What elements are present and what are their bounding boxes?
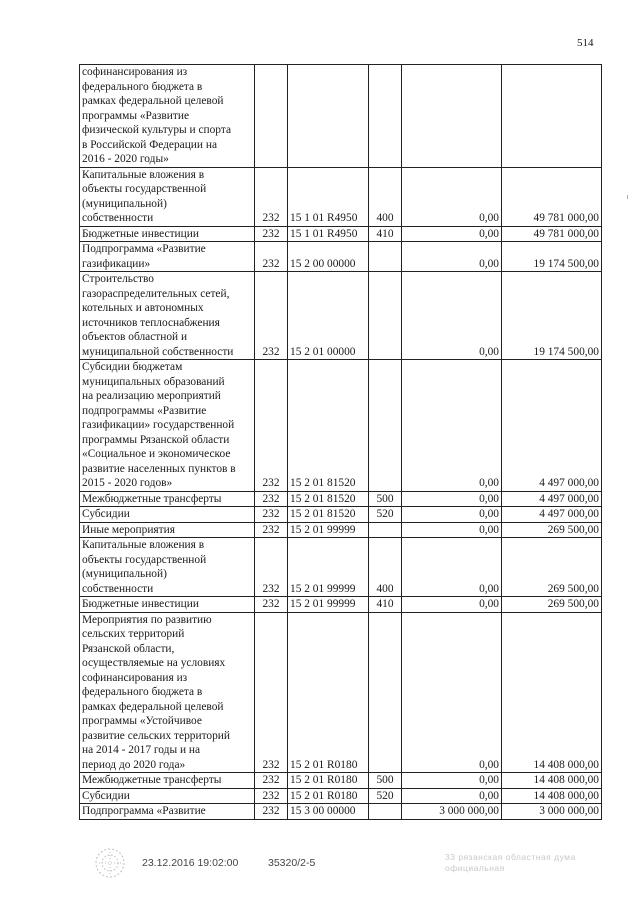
item-name-line: Субсидии xyxy=(82,789,130,802)
table-row xyxy=(80,360,602,492)
watermark-line-1: 33 рязанская областная дума xyxy=(445,852,576,862)
item-name-line: «Социальное и экономическое xyxy=(82,448,231,460)
item-name-line: в Российской Федерации на xyxy=(82,138,218,151)
cell-item-name xyxy=(80,167,255,226)
item-name-line: софинансирования из xyxy=(82,66,188,78)
table-row xyxy=(80,522,602,538)
table-row xyxy=(80,226,602,242)
cell-expense-type: 500 xyxy=(369,491,402,507)
cell-item-name xyxy=(80,612,255,773)
cell-department: 232 xyxy=(255,522,288,538)
item-name-line: газификации» xyxy=(82,257,151,270)
cell-item-name xyxy=(80,491,255,507)
cell-amount-change: 0,00 xyxy=(402,788,502,804)
cell-amount-total: 49 781 000,00 xyxy=(502,167,602,226)
item-name-line: (муниципальной) xyxy=(82,197,167,210)
item-name-line: программы «Устойчивое xyxy=(82,715,202,727)
cell-item-name xyxy=(80,788,255,804)
cell-target-code: 15 2 01 81520 xyxy=(288,491,369,507)
table-row xyxy=(80,507,602,523)
cell-department: 232 xyxy=(255,538,288,597)
item-name-line: Подпрограмма «Развитие xyxy=(82,805,206,817)
cell-expense-type xyxy=(369,65,402,168)
item-name-line: Капитальные вложения в xyxy=(82,539,205,551)
cell-expense-type: 520 xyxy=(369,788,402,804)
table-body xyxy=(80,65,602,820)
item-name-line: источников теплоснабжения xyxy=(82,316,220,329)
item-name-line: объекты государственной xyxy=(82,183,207,195)
cell-department: 232 xyxy=(255,612,288,773)
item-name-line: рамках федеральной целевой xyxy=(82,95,224,107)
item-name-line: 2016 - 2020 годы» xyxy=(82,153,169,165)
cell-department: 232 xyxy=(255,597,288,613)
cell-amount-total: 4 497 000,00 xyxy=(502,360,602,492)
cell-target-code: 15 2 01 R0180 xyxy=(288,773,369,789)
item-name-line: собственности xyxy=(82,582,154,595)
cell-amount-change: 0,00 xyxy=(402,226,502,242)
table-row xyxy=(80,242,602,272)
cell-amount-total: 269 500,00 xyxy=(502,538,602,597)
item-name-line: (муниципальной) xyxy=(82,568,167,580)
cell-amount-change: 0,00 xyxy=(402,773,502,789)
cell-item-name xyxy=(80,538,255,597)
table-row xyxy=(80,167,602,226)
cell-department: 232 xyxy=(255,360,288,492)
cell-department: 232 xyxy=(255,804,288,820)
cell-amount-change: 3 000 000,00 xyxy=(402,804,502,820)
item-name-line: муниципальной собственности xyxy=(82,345,234,358)
item-name-line: объектов областной и xyxy=(82,331,188,343)
cell-item-name xyxy=(80,242,255,272)
item-name-line: Строительство xyxy=(82,273,154,285)
cell-amount-total: 4 497 000,00 xyxy=(502,491,602,507)
item-name-line: Межбюджетные трансферты xyxy=(82,492,222,505)
table-row xyxy=(80,612,602,773)
cell-amount-change: 0,00 xyxy=(402,538,502,597)
cell-amount-change: 0,00 xyxy=(402,242,502,272)
cell-item-name xyxy=(80,65,255,168)
cell-amount-total: 14 408 000,00 xyxy=(502,612,602,773)
cell-item-name xyxy=(80,522,255,538)
item-name-line: 2015 - 2020 годов» xyxy=(82,477,173,489)
cell-target-code xyxy=(288,65,369,168)
cell-amount-total: 49 781 000,00 xyxy=(502,226,602,242)
cell-amount-change xyxy=(402,65,502,168)
cell-amount-change: 0,00 xyxy=(402,491,502,507)
cell-department: 232 xyxy=(255,507,288,523)
cell-item-name xyxy=(80,507,255,523)
item-name-line: котельных и автономных xyxy=(82,302,204,314)
cell-amount-total: 269 500,00 xyxy=(502,522,602,538)
cell-target-code: 15 3 00 00000 xyxy=(288,804,369,820)
cell-item-name xyxy=(80,804,255,820)
item-name-line: Бюджетные инвестиции xyxy=(82,227,199,240)
cell-department: 232 xyxy=(255,226,288,242)
table-row xyxy=(80,788,602,804)
item-name-line: Бюджетные инвестиции xyxy=(82,598,199,610)
item-name-line: физической культуры и спорта xyxy=(82,124,232,136)
cell-expense-type: 520 xyxy=(369,507,402,523)
item-name-line: программы Рязанской области xyxy=(82,433,230,446)
cell-expense-type xyxy=(369,272,402,360)
cell-target-code: 15 2 01 99999 xyxy=(288,597,369,613)
cell-target-code: 15 2 01 R0180 xyxy=(288,612,369,773)
item-name-line: Иные мероприятия xyxy=(82,523,175,536)
item-name-line: Рязанской области, xyxy=(82,642,175,655)
item-name-line: программы «Развитие xyxy=(82,109,190,122)
cell-amount-total: 14 408 000,00 xyxy=(502,773,602,789)
item-name-line: федерального бюджета в xyxy=(82,80,203,93)
cell-expense-type: 410 xyxy=(369,226,402,242)
cell-expense-type xyxy=(369,242,402,272)
item-name-line: развитие сельских территорий xyxy=(82,729,230,742)
cell-item-name xyxy=(80,773,255,789)
cell-amount-total: 4 497 000,00 xyxy=(502,507,602,523)
cell-amount-change: 0,00 xyxy=(402,507,502,523)
budget-table xyxy=(79,64,602,820)
table-row xyxy=(80,65,602,168)
cell-target-code: 15 2 01 99999 xyxy=(288,538,369,597)
cell-amount-change: 0,00 xyxy=(402,597,502,613)
item-name-line: сельских территорий xyxy=(82,628,185,640)
cell-expense-type xyxy=(369,360,402,492)
table-row xyxy=(80,773,602,789)
cell-item-name xyxy=(80,597,255,613)
cell-amount-total: 14 408 000,00 xyxy=(502,788,602,804)
cell-amount-total: 3 000 000,00 xyxy=(502,804,602,820)
cell-department xyxy=(255,65,288,168)
footer-date: 23.12.2016 19:02:00 xyxy=(142,857,239,869)
page-number: 514 xyxy=(577,37,594,49)
cell-department: 232 xyxy=(255,773,288,789)
watermark xyxy=(445,852,576,874)
cell-item-name xyxy=(80,226,255,242)
cell-expense-type xyxy=(369,612,402,773)
stamp-mark xyxy=(93,846,127,880)
cell-amount-change: 0,00 xyxy=(402,272,502,360)
cell-department: 232 xyxy=(255,491,288,507)
item-name-line: развитие населенных пунктов в xyxy=(82,462,236,475)
table-row xyxy=(80,491,602,507)
cell-target-code: 15 2 00 00000 xyxy=(288,242,369,272)
item-name-line: собственности xyxy=(82,212,154,224)
table-row xyxy=(80,804,602,820)
cell-amount-change: 0,00 xyxy=(402,167,502,226)
item-name-line: объекты государственной xyxy=(82,553,207,566)
item-name-line: Субсидии бюджетам xyxy=(82,361,183,373)
cell-amount-change: 0,00 xyxy=(402,612,502,773)
item-name-line: на 2014 - 2017 годы и на xyxy=(82,744,201,756)
cell-department: 232 xyxy=(255,167,288,226)
cell-amount-total: 19 174 500,00 xyxy=(502,242,602,272)
footer-code: 35320/2-5 xyxy=(268,857,316,869)
cell-target-code: 15 2 01 99999 xyxy=(288,522,369,538)
cell-amount-change: 0,00 xyxy=(402,360,502,492)
item-name-line: подпрограммы «Развитие xyxy=(82,404,207,417)
item-name-line: Мероприятия по развитию xyxy=(82,613,212,626)
table-row xyxy=(80,597,602,613)
table-row xyxy=(80,538,602,597)
cell-target-code: 15 1 01 R4950 xyxy=(288,167,369,226)
cell-expense-type xyxy=(369,804,402,820)
item-name-line: федерального бюджета в xyxy=(82,686,203,698)
item-name-line: период до 2020 года» xyxy=(82,758,186,771)
item-name-line: рамках федеральной целевой xyxy=(82,700,224,713)
cell-item-name xyxy=(80,360,255,492)
cell-expense-type: 410 xyxy=(369,597,402,613)
item-name-line: газификации» государственной xyxy=(82,419,235,431)
cell-department: 232 xyxy=(255,272,288,360)
cell-target-code: 15 2 01 R0180 xyxy=(288,788,369,804)
cell-department: 232 xyxy=(255,242,288,272)
cell-expense-type: 400 xyxy=(369,538,402,597)
cell-expense-type xyxy=(369,522,402,538)
cell-target-code: 15 1 01 R4950 xyxy=(288,226,369,242)
watermark-line-2: официальная xyxy=(445,863,505,873)
cell-item-name xyxy=(80,272,255,360)
cell-amount-total: 19 174 500,00 xyxy=(502,272,602,360)
item-name-line: газораспределительных сетей, xyxy=(82,287,230,300)
item-name-line: Капитальные вложения в xyxy=(82,168,205,181)
cell-amount-total: 269 500,00 xyxy=(502,597,602,613)
cell-amount-total xyxy=(502,65,602,168)
cell-target-code: 15 2 01 00000 xyxy=(288,272,369,360)
cell-department: 232 xyxy=(255,788,288,804)
cell-amount-change: 0,00 xyxy=(402,522,502,538)
item-name-line: осуществляемые на условиях xyxy=(82,657,226,669)
cell-expense-type: 500 xyxy=(369,773,402,789)
table-row xyxy=(80,272,602,360)
cell-expense-type: 400 xyxy=(369,167,402,226)
item-name-line: софинансирования из xyxy=(82,671,188,684)
item-name-line: Подпрограмма «Развитие xyxy=(82,243,206,255)
cell-target-code: 15 2 01 81520 xyxy=(288,507,369,523)
item-name-line: Субсидии xyxy=(82,508,130,520)
cell-target-code: 15 2 01 81520 xyxy=(288,360,369,492)
item-name-line: на реализацию мероприятий xyxy=(82,390,221,402)
side-mark xyxy=(627,195,628,199)
item-name-line: муниципальных образований xyxy=(82,375,225,388)
item-name-line: Межбюджетные трансферты xyxy=(82,774,222,786)
